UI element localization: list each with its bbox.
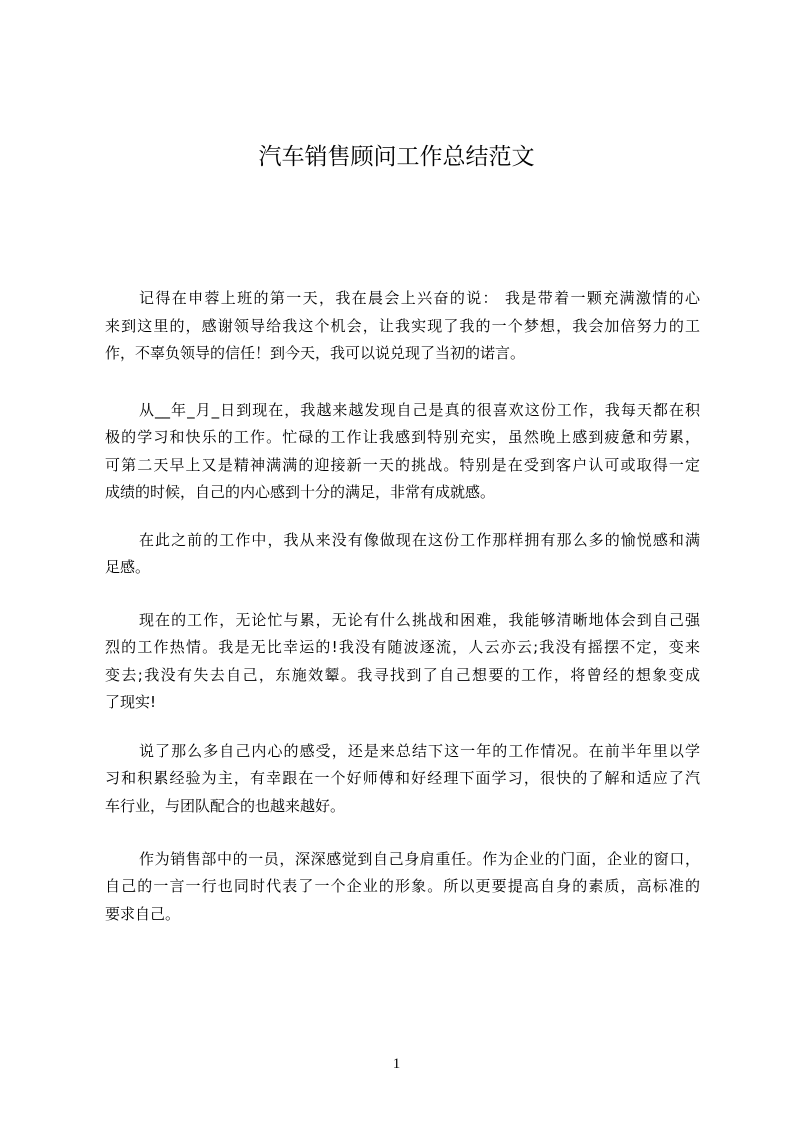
paragraph-2-line-1: 从__年_月_日到现在，我越来越发现自己是真的很喜欢这份工作，我每天都在积 — [139, 400, 700, 419]
paragraph-6 — [105, 846, 700, 929]
paragraph-6-line-1: 作为销售部中的一员，深深感觉到自己身肩重任。作为企业的门面，企业的窗口， — [139, 849, 700, 868]
paragraph-1-line-1: 记得在申蓉上班的第一天，我在晨会上兴奋的说： 我是带着一颗充满激情的心 — [139, 289, 700, 307]
paragraph-2-line-3: 可第二天早上又是精神满满的迎接新一天的挑战。特别是在受到客户认可或取得一定 — [105, 455, 700, 474]
paragraph-6-line-3: 要求自己。 — [105, 904, 181, 923]
paragraph-5 — [105, 738, 700, 821]
paragraph-1-line-2: 来到这里的，感谢领导给我这个机会，让我实现了我的一个梦想，我会加倍努力的工 — [105, 316, 700, 335]
paragraph-5-line-3: 车行业，与团队配合的也越来越好。 — [105, 796, 346, 815]
document-body — [105, 285, 700, 928]
paragraph-4-line-2: 烈的工作热情。我是无比幸运的!我没有随波逐流，人云亦云;我没有摇摆不定，变来 — [105, 638, 700, 656]
page-number: 1 — [392, 1056, 401, 1072]
paragraph-4-line-4: 了现实! — [105, 693, 157, 711]
paragraph-4 — [105, 607, 700, 717]
paragraph-4-line-3: 变去;我没有失去自己，东施效颦。我寻找到了自己想要的工作，将曾经的想象变成 — [105, 665, 700, 684]
paragraph-3-line-1: 在此之前的工作中，我从来没有像做现在这份工作那样拥有那么多的愉悦感和满 — [139, 530, 700, 549]
paragraph-3 — [105, 527, 700, 582]
paragraph-4-line-1: 现在的工作，无论忙与累，无论有什么挑战和困难，我能够清晰地体会到自己强 — [139, 610, 700, 629]
paragraph-2-line-2: 极的学习和快乐的工作。忙碌的工作让我感到特别充实，虽然晚上感到疲惫和劳累， — [105, 428, 700, 446]
document-title: 汽车销售顾问工作总结范文 — [258, 144, 535, 170]
paragraph-1-line-3: 作，不辜负领导的信任！到今天，我可以说兑现了当初的诺言。 — [105, 344, 526, 362]
paragraph-3-line-2: 足感。 — [105, 558, 151, 576]
paragraph-1 — [105, 285, 700, 368]
paragraph-6-line-2: 自己的一言一行也同时代表了一个企业的形象。所以更要提高自身的素质，高标准的 — [105, 877, 700, 895]
paragraph-5-line-2: 习和积累经验为主，有幸跟在一个好师傅和好经理下面学习，很快的了解和适应了汽 — [105, 769, 700, 787]
paragraph-5-line-1: 说了那么多自己内心的感受，还是来总结下这一年的工作情况。在前半年里以学 — [139, 741, 700, 760]
paragraph-2 — [105, 397, 700, 507]
paragraph-2-line-4: 成绩的时候，自己的内心感到十分的满足，非常有成就感。 — [105, 483, 496, 501]
